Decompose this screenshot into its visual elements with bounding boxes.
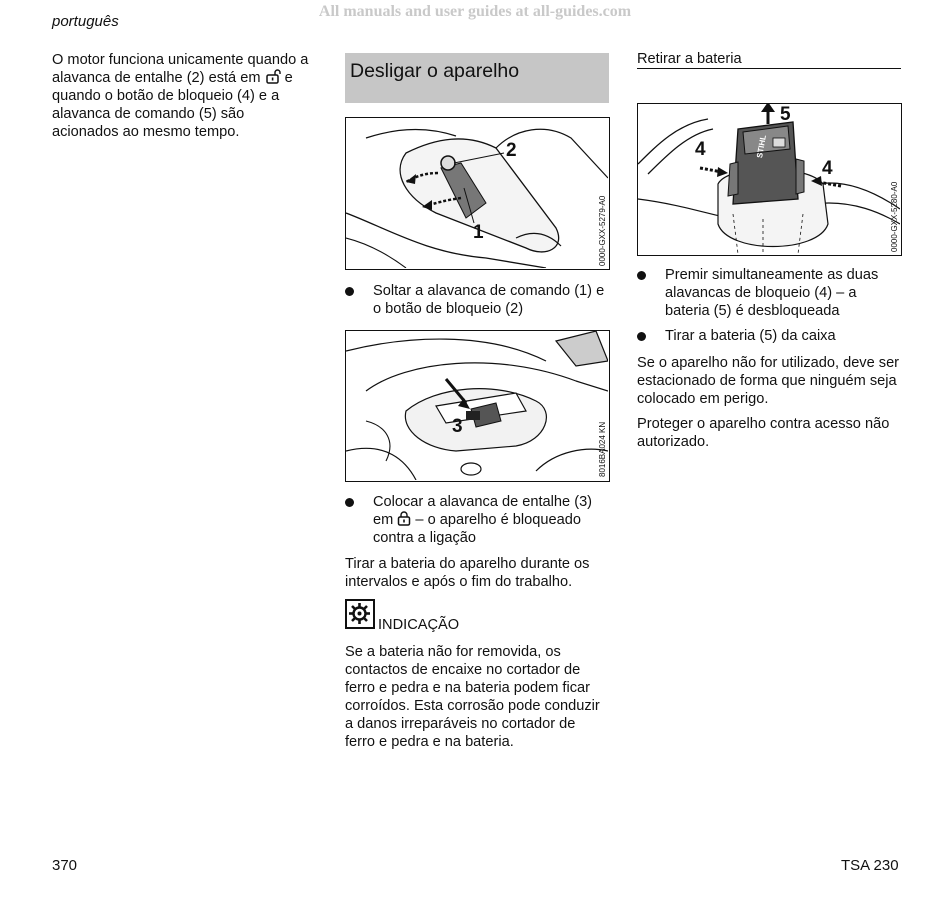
figure-remove-battery bbox=[637, 103, 902, 256]
handle-illustration bbox=[346, 118, 608, 268]
bullet-dot bbox=[637, 271, 646, 280]
figure-notch-lever bbox=[345, 330, 610, 482]
note-gear-icon bbox=[345, 599, 375, 629]
figure1-label-1: 1 bbox=[473, 222, 484, 243]
language-label: português bbox=[52, 13, 119, 30]
note-label: INDICAÇÃO bbox=[378, 617, 460, 633]
section-heading bbox=[345, 53, 609, 103]
unlocked-icon bbox=[265, 69, 281, 84]
figure2-code: 8016BA024 KN bbox=[598, 421, 607, 477]
model-name: TSA 230 bbox=[841, 857, 899, 874]
figure1-code: 0000-GXX-5279-A0 bbox=[598, 195, 607, 266]
battery-label-5: 5 bbox=[780, 104, 791, 125]
battery-subheading: Retirar a bateria bbox=[637, 51, 901, 69]
figure3-code: 0000-GXX-5280-A0 bbox=[890, 181, 899, 252]
watermark: All manuals and user guides at all-guides.com bbox=[318, 3, 632, 20]
bullet-dot bbox=[637, 332, 646, 341]
remove-battery-paragraph: Tirar a bateria do aparelho durante os intervalos e após o fim do trabalho. bbox=[345, 556, 590, 590]
intro-paragraph: O motor funciona unicamente quando a alavanca de entalhe (2) está em e quando o botão de bloqueio (4) e a alavanca de comando (5) são acionados ao mesmo tempo. bbox=[52, 52, 309, 140]
figure2-label-3: 3 bbox=[452, 416, 463, 437]
battery-illustration bbox=[638, 104, 900, 254]
section-title: Desligar o aparelho bbox=[350, 60, 520, 82]
lever-illustration bbox=[346, 331, 608, 480]
figure1-label-2: 2 bbox=[506, 140, 517, 161]
page-number: 370 bbox=[52, 857, 78, 874]
note-paragraph: Se a bateria não for removida, os contactos de encaixe no cortador de ferro e pedra e na bateria podem ficar corroídos. Esta corrosão pode conduzir a danos irreparáveis no cortador de ferro e pedra e na bateria. bbox=[345, 644, 600, 750]
battery-label-4-left: 4 bbox=[695, 139, 706, 160]
parking-paragraph: Se o aparelho não for utilizado, deve ser estacionado de forma que ninguém seja colocado em perigo. bbox=[637, 355, 900, 407]
locked-icon bbox=[397, 511, 411, 526]
figure-release-lever bbox=[345, 117, 610, 270]
protect-paragraph: Proteger o aparelho contra acesso não autorizado. bbox=[637, 416, 890, 450]
battery-brand-logo: STIHL bbox=[755, 134, 768, 159]
bullet-dot bbox=[345, 287, 354, 296]
battery-label-4-right: 4 bbox=[822, 158, 833, 179]
bullet-dot bbox=[345, 498, 354, 507]
